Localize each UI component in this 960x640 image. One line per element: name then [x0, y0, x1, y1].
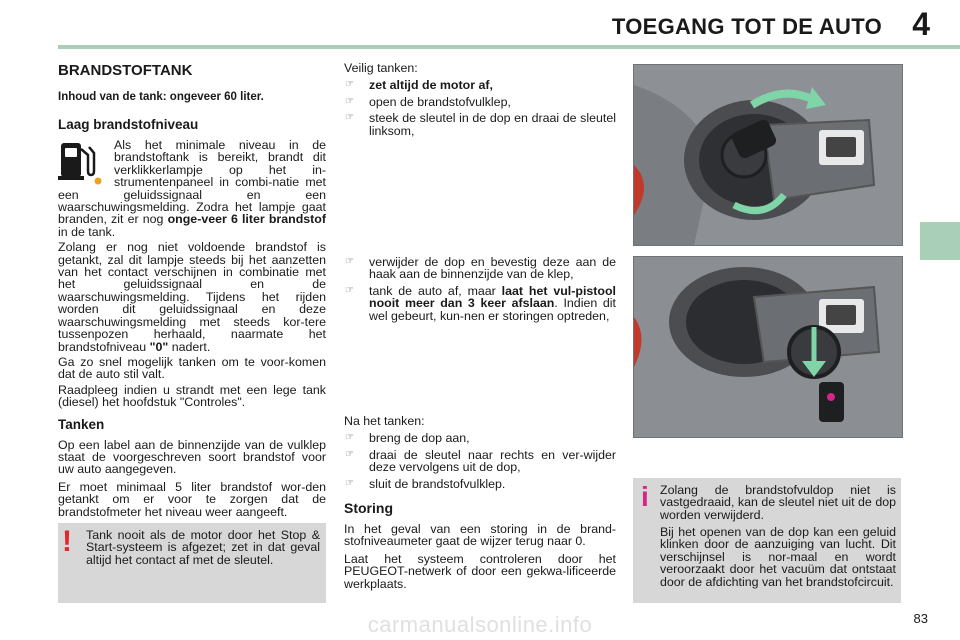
pointing-hand-icon: ☞ [345, 284, 354, 296]
pointing-hand-icon: ☞ [345, 79, 354, 91]
warning-note [58, 523, 326, 603]
warning-text: Tank nooit als de motor door het Stop & Start-systeem is afgezet; zet in dat geval altijd het contact af met de sleutel. [86, 528, 320, 567]
list-item: ☞ open de brandstofvulklep, [345, 94, 511, 109]
info-paragraph-1: Zolang de brandstofvuldop niet is vastgedraaid, kan de sleutel niet uit de dop worden verwijderd. [660, 483, 896, 522]
after-refuel-block [344, 415, 616, 590]
pointing-hand-icon: ☞ [345, 256, 354, 267]
malfunction-paragraph-2: Laat het systeem controleren door het PEUGEOT-netwerk of door een gekwa-lificeerde werkplaats. [344, 551, 616, 591]
pointing-hand-icon: ☞ [345, 432, 354, 444]
list-item: ☞ verwijder de dop en bevestig deze aan de haak aan de binnenzijde van de klep, [345, 255, 616, 282]
fuel-pump-icon [58, 139, 112, 185]
info-note [633, 478, 901, 603]
refuel-steps-block [344, 256, 616, 326]
fuel-cap-hook-photo [633, 256, 903, 438]
fuel-cap-key-photo [633, 64, 903, 246]
low-fuel-paragraph-1: Als het minimale niveau in de brandstoftank is bereikt, brandt dit verklikkerlampje op het in-strumentenpaneel in combi-natie met een geluidssignaal en een waarschuwingsmelding. Zodra het lampje gaat branden, zit er nog onge-veer 6 liter brandstof in de tank. [58, 138, 326, 239]
pointing-hand-icon: ☞ [345, 477, 354, 489]
pointing-hand-icon: ☞ [345, 95, 354, 107]
safe-refuel-block [344, 62, 616, 141]
list-item: ☞ breng de dop aan, [345, 431, 470, 446]
header-rule [58, 45, 960, 49]
warning-exclamation-icon: ! [62, 525, 72, 558]
tank-capacity: Inhoud van de tank: ongeveer 60 liter. [58, 91, 264, 103]
list-item: ☞ zet altijd de motor af, [345, 78, 493, 93]
section-fuel-tank [58, 62, 326, 518]
malfunction-paragraph-1: In het geval van een storing in de brand-stofniveaumeter gaat de wijzer terug naar 0. [344, 522, 616, 549]
after-refuel-intro: Na het tanken: [344, 414, 425, 428]
info-paragraph-2: Bij het openen van de dop kan een geluid klinken door de aanzuiging van lucht. Dit verschijnsel is nor-maal en wordt veroorzaakt door het vacuüm dat ontstaat door de afdichting van het brandstofcircuit. [660, 525, 896, 589]
pointing-hand-icon: ☞ [345, 448, 354, 460]
pointing-hand-icon: ☞ [345, 112, 354, 124]
safe-refuel-intro: Veilig tanken: [344, 61, 418, 75]
low-fuel-paragraph-4: Raadpleeg indien u strandt met een lege tank (diesel) het hoofdstuk "Controles". [58, 382, 326, 410]
chapter-side-tab [920, 222, 960, 260]
refuel-paragraph-2: Er moet minimaal 5 liter brandstof wor-den getankt om er voor te zorgen dat de brandstofmeter het niveau weer aangeeft. [58, 479, 326, 519]
low-fuel-heading: Laag brandstofniveau [58, 117, 199, 132]
low-fuel-paragraph-2: Zolang er nog niet voldoende brandstof is getankt, zal dit lampje steeds bij het aanzetten van het contact verschijnen in combinatie met het geluidssignaal en de waarschuwingsmelding. Tijdens het rijden worden dit geluidssignaal en deze waarschuwingsmelding met steeds kor-tere tussenpozen herhaald, naarmate het brandstofniveau "0" nadert. [58, 240, 326, 354]
malfunction-heading: Storing [344, 500, 393, 517]
refuel-paragraph-1: Op een label aan de binnenzijde van de vulklep staat de voorgeschreven soort brandstof voor uw auto aangegeven. [58, 437, 326, 477]
chapter-number: 4 [912, 6, 930, 42]
list-item: ☞ steek de sleutel in de dop en draai de sleutel linksom, [345, 111, 616, 138]
watermark: carmanualsonline.info [367, 612, 593, 637]
list-item: ☞ draai de sleutel naar rechts en ver-wijder deze vervolgens uit de dop, [345, 447, 616, 475]
low-fuel-paragraph-3: Ga zo snel mogelijk tanken om te voor-komen dat de auto stil valt. [58, 354, 326, 382]
list-item: ☞ tank de auto af, maar laat het vul-pistool nooit meer dan 3 keer afslaan. Indien dit wel gebeurt, kun-nen er storingen optreden, [345, 283, 616, 323]
list-item: ☞ sluit de brandstofvulklep. [345, 476, 506, 491]
page-number: 83 [913, 611, 928, 626]
section-heading: BRANDSTOFTANK [58, 62, 193, 79]
page-title: TOEGANG TOT DE AUTO [611, 14, 882, 39]
refuel-heading: Tanken [58, 416, 105, 432]
info-icon: i [641, 481, 649, 512]
